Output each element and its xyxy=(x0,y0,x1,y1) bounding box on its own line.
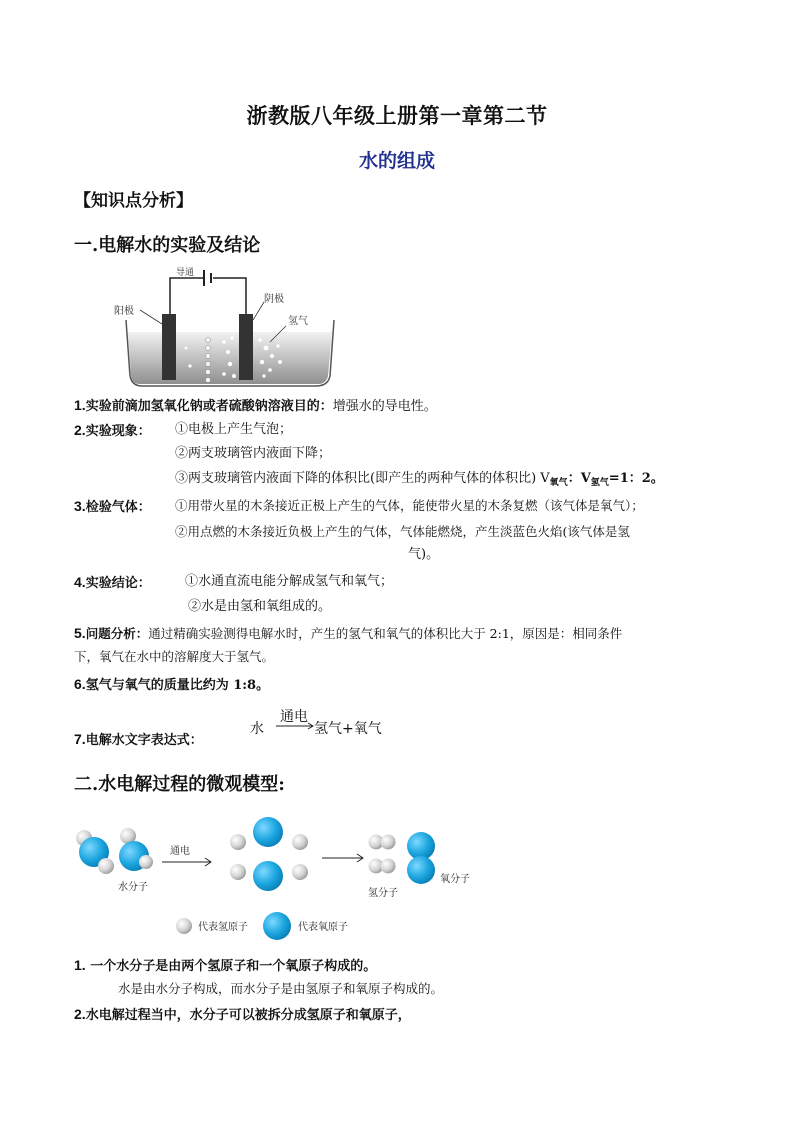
s1-item-3b-cont: 气)。 xyxy=(408,547,440,562)
s1-item-4a: ①水通直流电能分解成氢气和氧气； xyxy=(185,574,394,589)
word-equation xyxy=(250,706,400,738)
electrolysis-diagram xyxy=(100,262,350,390)
s1-item-2c: ③两支玻璃管内液面下降的体积比(即产生的两种气体的体积比) $V_{氧气}$：$V_{氢气}=1$：2。 xyxy=(175,471,664,488)
s1-item-5: 5.问题分析：通过精确实验测得电解水时，产生的氢气和氧气的体积比大于 2:1，原因是：相同条件 xyxy=(74,625,623,641)
s1-item-1: 1.实验前滴加氢氧化钠或者硫酸钠溶液目的：增强水的导电性。 xyxy=(74,397,437,414)
s1-item-4b: ②水是由氢和氧组成的。 xyxy=(188,599,332,614)
s1-item-2a: ①电极上产生气泡； xyxy=(175,422,293,437)
label-power: 导通 xyxy=(176,268,195,278)
oxygen-molecule xyxy=(407,832,435,884)
s1-item-4: 4.实验结论： xyxy=(74,574,151,591)
wire-right xyxy=(213,278,246,314)
label-anode: 阳极 xyxy=(114,306,134,317)
s1-item-3a: ①用带火星的木条接近正极上产生的气体，能使带火星的木条复燃（该气体是氧气）； xyxy=(175,498,644,513)
section-1-heading: 一.电解水的实验及结论 xyxy=(74,235,261,256)
label-energize: 通电 xyxy=(170,846,190,857)
water-molecule-1 xyxy=(76,830,114,874)
page-title: 浙教版八年级上册第一章第二节 xyxy=(246,103,548,128)
water-body xyxy=(128,332,332,384)
section-2-heading: 二.水电解过程的微观模型: xyxy=(74,774,285,795)
anode-pointer xyxy=(140,310,162,324)
legend-oxygen-label: 代表氧原子 xyxy=(298,922,348,933)
section-tag: 【知识点分析】 xyxy=(74,191,193,211)
label-oxygen-molecule: 氧分子 xyxy=(440,874,470,885)
cathode-pointer xyxy=(253,302,264,320)
legend-oxygen-atom xyxy=(263,912,291,940)
cathode-electrode xyxy=(239,314,253,380)
legend-hydrogen-label: 代表氢原子 xyxy=(198,922,248,933)
label-cathode: 阴极 xyxy=(264,294,284,305)
s2-item-1-sub: 水是由水分子构成，而水分子是由氢原子和氧原子构成的。 xyxy=(118,981,444,996)
wire-left xyxy=(170,278,203,314)
s1-item-2b: ②两支玻璃管内液面下降； xyxy=(175,446,332,461)
s1-item-3b: ②用点燃的木条接近负极上产生的气体，气体能燃烧，产生淡蓝色火焰(该气体是氢 xyxy=(175,524,630,539)
label-hydrogen-molecule: 氢分子 xyxy=(368,888,398,899)
eq-reactant: 水 xyxy=(250,721,264,737)
eq-products: 氢气+氧气 xyxy=(314,721,382,737)
water-molecule-2 xyxy=(119,828,153,871)
label-water-molecule: 水分子 xyxy=(118,882,148,893)
micro-model-diagram xyxy=(70,810,490,950)
legend-hydrogen-atom xyxy=(176,918,192,934)
eq-arrow xyxy=(276,722,316,730)
hydrogen-molecules xyxy=(369,835,396,874)
page-subtitle: 水的组成 xyxy=(358,150,435,172)
s2-item-2: 2.水电解过程当中，水分子可以被拆分成氢原子和氧原子， xyxy=(74,1006,411,1023)
s1-item-2: 2.实验现象： xyxy=(74,422,151,439)
label-hydrogen: 氢气 xyxy=(288,316,308,327)
s2-item-1: 1. 一个水分子是由两个氢原子和一个氧原子构成的。 xyxy=(74,957,377,974)
eq-condition: 通电 xyxy=(280,709,308,725)
s1-item-5-cont: 下，氧气在水中的溶解度大于氢气。 xyxy=(74,649,275,664)
s1-item-3: 3.检验气体： xyxy=(74,498,151,515)
s1-item-6: 6.氢气与氧气的质量比约为 1:8。 xyxy=(74,676,270,693)
separated-atoms xyxy=(230,817,308,891)
anode-electrode xyxy=(162,314,176,380)
s1-item-7: 7.电解水文字表达式： xyxy=(74,731,203,748)
